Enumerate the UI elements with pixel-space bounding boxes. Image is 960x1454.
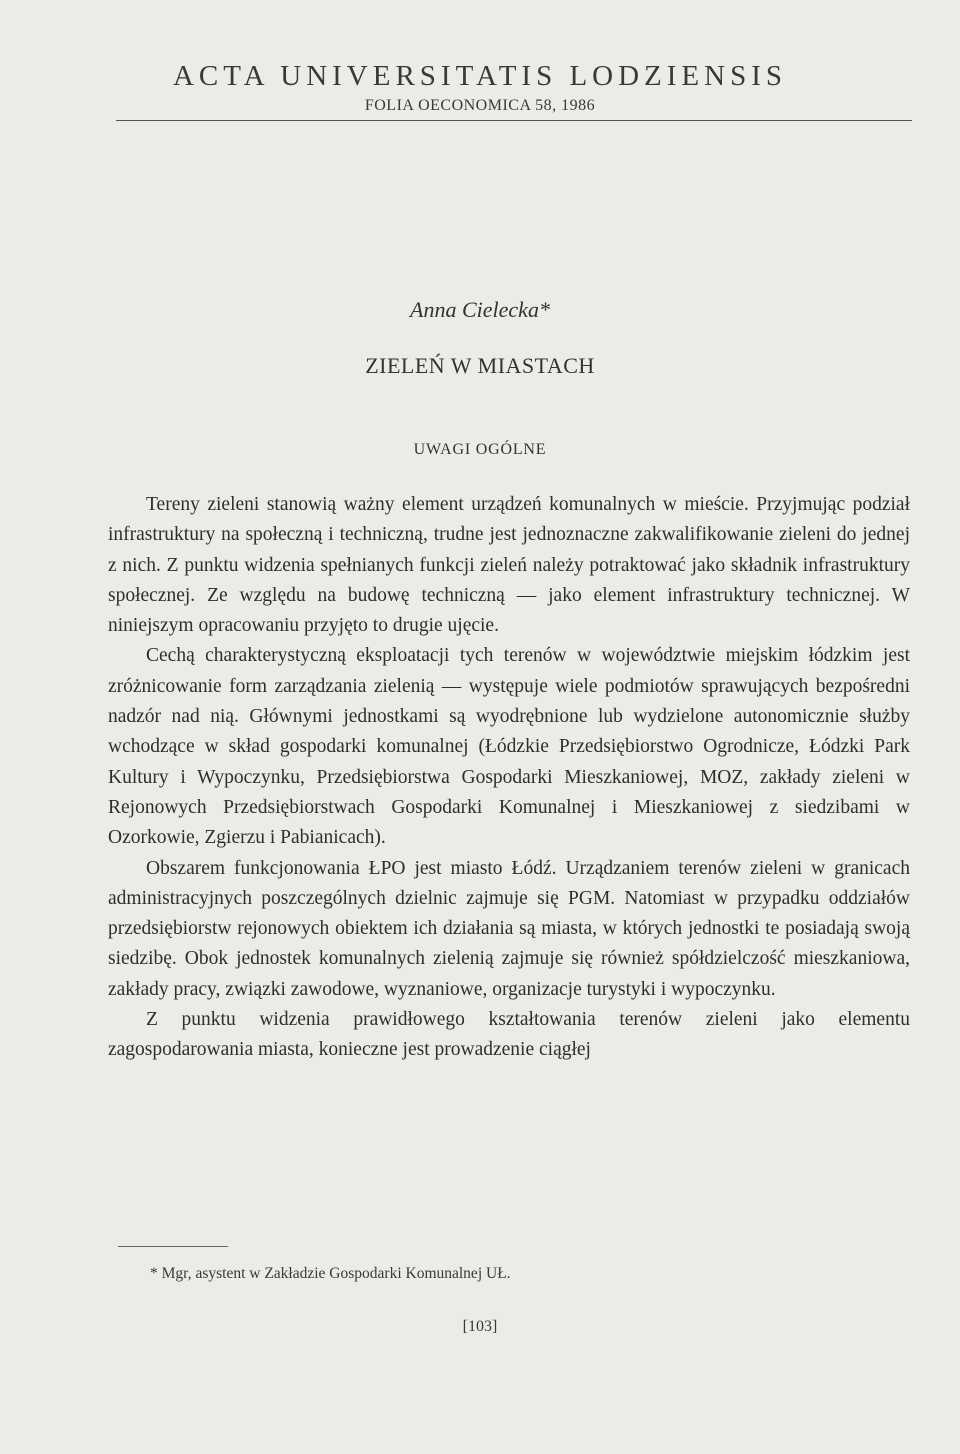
journal-title: ACTA UNIVERSITATIS LODZIENSIS	[172, 60, 787, 92]
body-text	[108, 490, 910, 1066]
footnote-rule	[118, 1246, 228, 1247]
paragraph-3: Obszarem funkcjonowania ŁPO jest miasto Łódź. Urządzaniem terenów zieleni w granicach administracyjnych poszczególnych dzielnic zajmuje się PGM. Natomiast w przypadku oddziałów przedsiębiorstw rejonowych obiektem ich działania są miasta, w których jednostki te posiadają swoją siedzibę. Obok jednostek komunalnych zielenią zajmuje się również spółdzielczość mieszkaniowa, zakłady pracy, związki zawodowe, wyznaniowe, organizacje turystyki i wypoczynku.	[108, 857, 910, 1000]
header-rule	[116, 120, 912, 121]
paragraph-1: Tereny zieleni stanowią ważny element urządzeń komunalnych w mieście. Przyjmując podział infrastruktury na społeczną i techniczną, trudne jest jednoznaczne zakwalifikowanie zieleni do jednej z nich. Z punktu widzenia spełnianych funkcji zieleń należy potraktować jako składnik infrastruktury społecznej. Ze względu na budowę techniczną — jako element infrastruktury technicznej. W niniejszym opracowaniu przyjęto to drugie ujęcie.	[108, 494, 910, 637]
article-title: ZIELEŃ W MIASTACH	[365, 353, 595, 378]
paragraph-4: Z punktu widzenia prawidłowego kształtowania terenów zieleni jako elementu zagospodarowania miasta, konieczne jest prowadzenie ciągłej	[108, 1009, 910, 1061]
article-author: Anna Cielecka*	[410, 297, 550, 322]
journal-series: FOLIA OECONOMICA 58, 1986	[364, 97, 596, 114]
section-heading: UWAGI OGÓLNE	[413, 441, 547, 458]
page-number: [103]	[462, 1318, 498, 1335]
footnote: * Mgr, asystent w Zakładzie Gospodarki Komunalnej UŁ.	[150, 1265, 511, 1282]
paragraph-2: Cechą charakterystyczną eksploatacji tych terenów w województwie miejskim łódzkim jest zróżnicowanie form zarządzania zielenią — występuje wiele podmiotów sprawujących bezpośredni nadzór nad nią. Głównymi jednostkami są wyodrębnione lub wydzielone autonomicznie służby wchodzące w skład gospodarki komunalnej (Łódzkie Przedsiębiorstwo Ogrodnicze, Łódzki Park Kultury i Wypoczynku, Przedsiębiorstwa Gospodarki Mieszkaniowej, MOZ, zakłady zieleni w Rejonowych Przedsiębiorstwach Gospodarki Komunalnej i Mieszkaniowej z siedzibami w Ozorkowie, Zgierzu i Pabianicach).	[108, 645, 910, 849]
